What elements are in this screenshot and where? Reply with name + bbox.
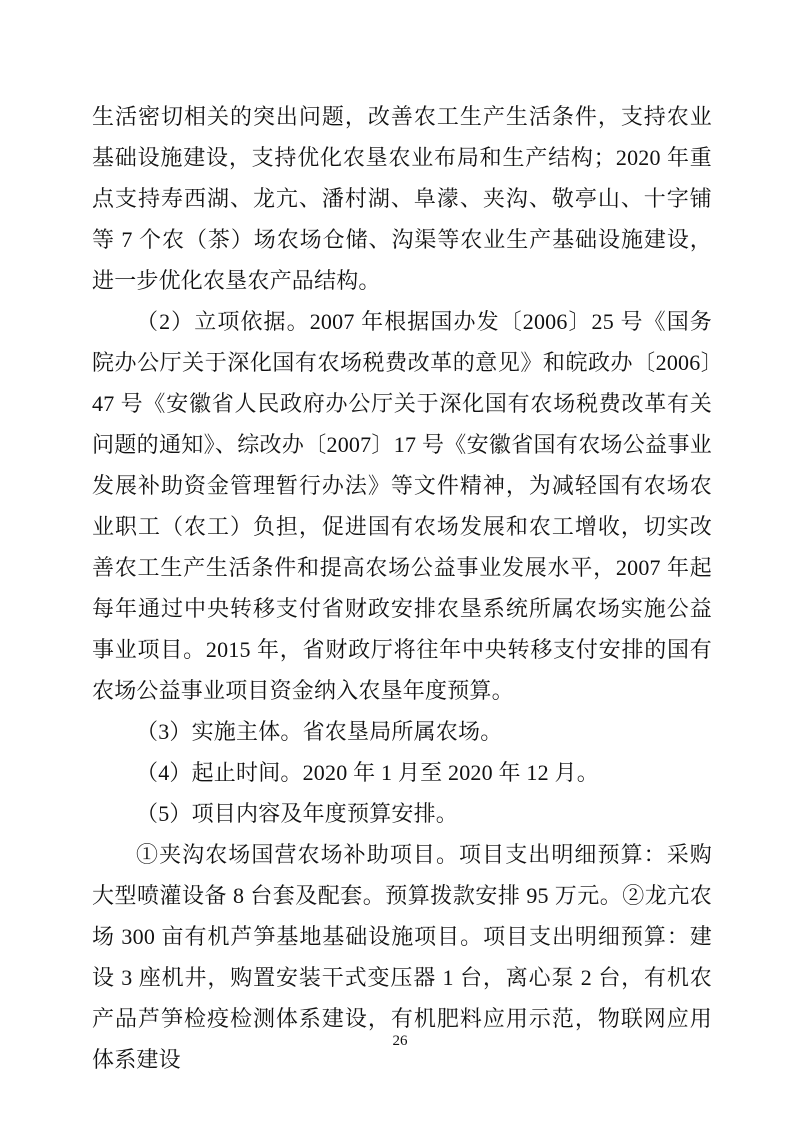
page-number: 26: [392, 1033, 408, 1049]
paragraph-item-2-lixiang-yiju: （2）立项依据。2007 年根据国办发〔2006〕25 号《国务院办公厅关于深化国有农场税费改革的意见》和皖政办〔2006〕47 号《安徽省人民政府办公厅关于深化国有农场税费改革有关问题的通知》、综改办〔2007〕17 号《安徽省国有农场公益事业发展补助资金管理暂行办法》等文件精神，为减轻国有农场农业职工（农工）负担，促进国有农场发展和农工增收，切实改善农工生产生活条件和提高农场公益事业发展水平，2007 年起每年通过中央转移支付省财政安排农垦系统所属农场实施公益事业项目。2015 年，省财政厅将往年中央转移支付安排的国有农场公益事业项目资金纳入农垦年度预算。: [92, 309, 712, 703]
paragraph-project-details: ①夹沟农场国营农场补助项目。项目支出明细预算：采购大型喷灌设备 8 台套及配套。预算拨款安排 95 万元。②龙亢农场 300 亩有机芦笋基地基础设施项目。项目支出明细预算：建设 3 座机井，购置安装干式变压器 1 台，离心泵 2 台，有机农产品芦笋检疫检测体系建设，有机肥料应用示范，物联网应用体系建设: [92, 842, 712, 1072]
paragraph-item-5-xiangmu-neirong: （5）项目内容及年度预算安排。: [136, 801, 459, 826]
paragraph-item-4-qizhi-shijian: （4）起止时间。2020 年 1 月至 2020 年 12 月。: [136, 760, 599, 785]
paragraph-item-3-shishi-zhuti: （3）实施主体。省农垦局所属农场。: [136, 719, 503, 744]
page-body-text: [92, 96, 712, 1080]
paragraph-continuation: 生活密切相关的突出问题，改善农工生产生活条件，支持农业基础设施建设，支持优化农垦农业布局和生产结构；2020 年重点支持寿西湖、龙亢、潘村湖、阜濛、夹沟、敬亭山、十字铺等 7 个农（茶）场农场仓储、沟渠等农业生产基础设施建设，进一步优化农垦农产品结构。: [92, 104, 712, 293]
